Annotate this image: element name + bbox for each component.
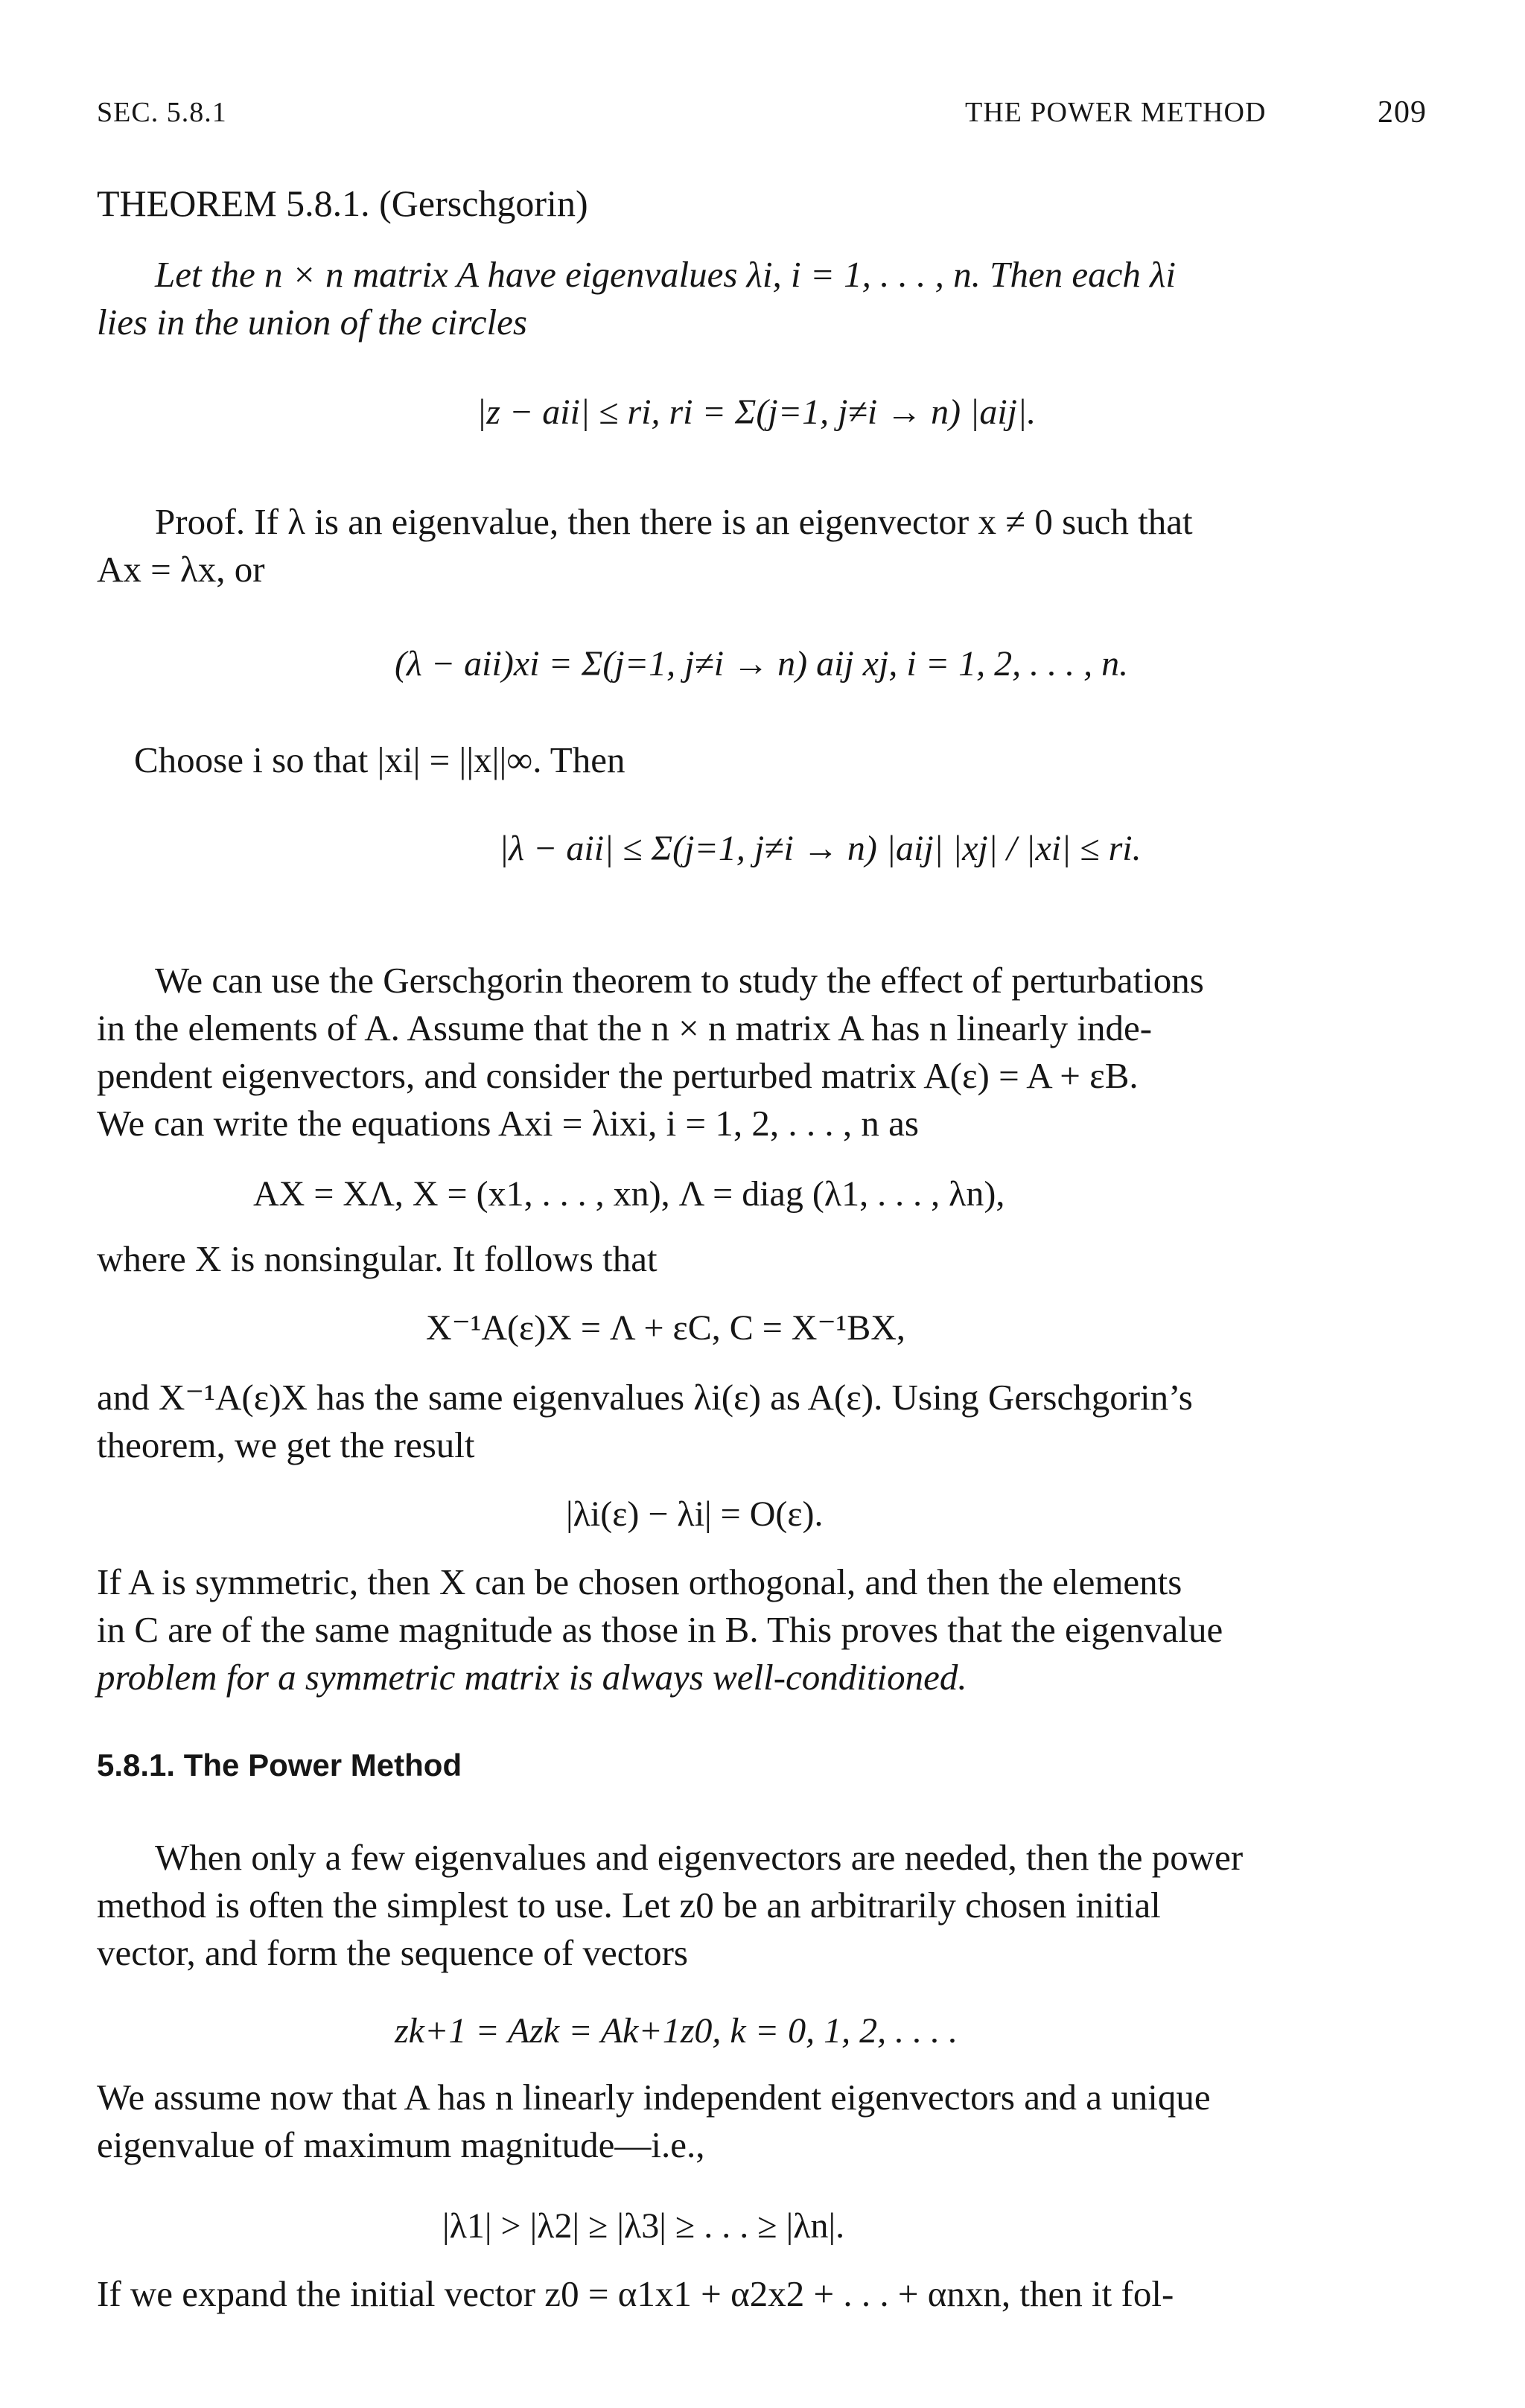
header-running-title: THE POWER METHOD [965, 97, 1267, 128]
perturbation-line-2: in the elements of A. Assume that the n × n matrix A has n linearly inde- [97, 1007, 1153, 1048]
section-line-6: If we expand the initial vector z0 = α1x1 + α2x2 + . . . + αnxn, then it fol- [97, 2273, 1174, 2314]
perturbation-line-3: pendent eigenvectors, and consider the perturbed matrix A(ε) = A + εB. [97, 1055, 1139, 1096]
perturbation-equation-1: AX = XΛ, X = (x1, . . . , xn), Λ = diag (λ1, . . . , λn), [253, 1174, 1005, 1214]
section-line-4: We assume now that A has n linearly independent eigenvectors and a unique [97, 2077, 1211, 2118]
proof-line-2: Ax = λx, or [97, 549, 265, 590]
theorem-circle-equation: |z − aii| ≤ ri, ri = Σ(j=1, j≠i → n) |aij|. [477, 392, 1037, 432]
section-line-3: vector, and form the sequence of vectors [97, 1932, 688, 1973]
section-equation-1: zk+1 = Azk = Ak+1z0, k = 0, 1, 2, . . . . [395, 2011, 958, 2051]
theorem-statement-line-1: Let the n × n matrix A have eigenvalues λi, i = 1, . . . , n. Then each λi [155, 254, 1177, 295]
perturbation-equation-2: X⁻¹A(ε)X = Λ + εC, C = X⁻¹BX, [426, 1308, 905, 1348]
header-section: SEC. 5.8.1 [97, 97, 227, 128]
header-page-number: 209 [1378, 95, 1427, 130]
theorem-statement-line-2: lies in the union of the circles [97, 302, 527, 343]
perturbation-line-4: We can write the equations Axi = λixi, i = 1, 2, . . . , n as [97, 1103, 919, 1144]
section-heading: 5.8.1. The Power Method [97, 1748, 462, 1783]
perturbation-line-1: We can use the Gerschgorin theorem to study the effect of perturbations [155, 960, 1204, 1001]
perturbation-line-7: theorem, we get the result [97, 1424, 475, 1465]
proof-equation-1: (λ − aii)xi = Σ(j=1, j≠i → n) aij xj, i = 1, 2, . . . , n. [395, 644, 1129, 684]
proof-equation-2: |λ − aii| ≤ Σ(j=1, j≠i → n) |aij| |xj| / |xi| ≤ ri. [499, 829, 1142, 868]
section-line-2: method is often the simplest to use. Let z0 be an arbitrarily chosen initial [97, 1885, 1161, 1926]
theorem-title: THEOREM 5.8.1. (Gerschgorin) [97, 182, 588, 224]
section-line-5: eigenvalue of maximum magnitude—i.e., [97, 2124, 705, 2165]
perturbation-line-8: If A is symmetric, then X can be chosen orthogonal, and then the elements [97, 1561, 1182, 1602]
perturbation-equation-3: |λi(ε) − λi| = O(ε). [566, 1494, 824, 1534]
perturbation-line-10: problem for a symmetric matrix is always well-conditioned. [97, 1657, 967, 1698]
section-equation-2: |λ1| > |λ2| ≥ |λ3| ≥ . . . ≥ |λn|. [442, 2206, 845, 2246]
perturbation-line-5: where X is nonsingular. It follows that [97, 1238, 658, 1279]
proof-choose-line: Choose i so that |xi| = ||x||∞. Then [134, 739, 625, 780]
section-line-1: When only a few eigenvalues and eigenvectors are needed, then the power [155, 1837, 1244, 1878]
perturbation-line-9: in C are of the same magnitude as those in B. This proves that the eigenvalue [97, 1609, 1223, 1650]
proof-line-1: Proof. If λ is an eigenvalue, then there is an eigenvector x ≠ 0 such that [155, 501, 1193, 542]
perturbation-line-6: and X⁻¹A(ε)X has the same eigenvalues λi(ε) as A(ε). Using Gerschgorin’s [97, 1377, 1193, 1418]
